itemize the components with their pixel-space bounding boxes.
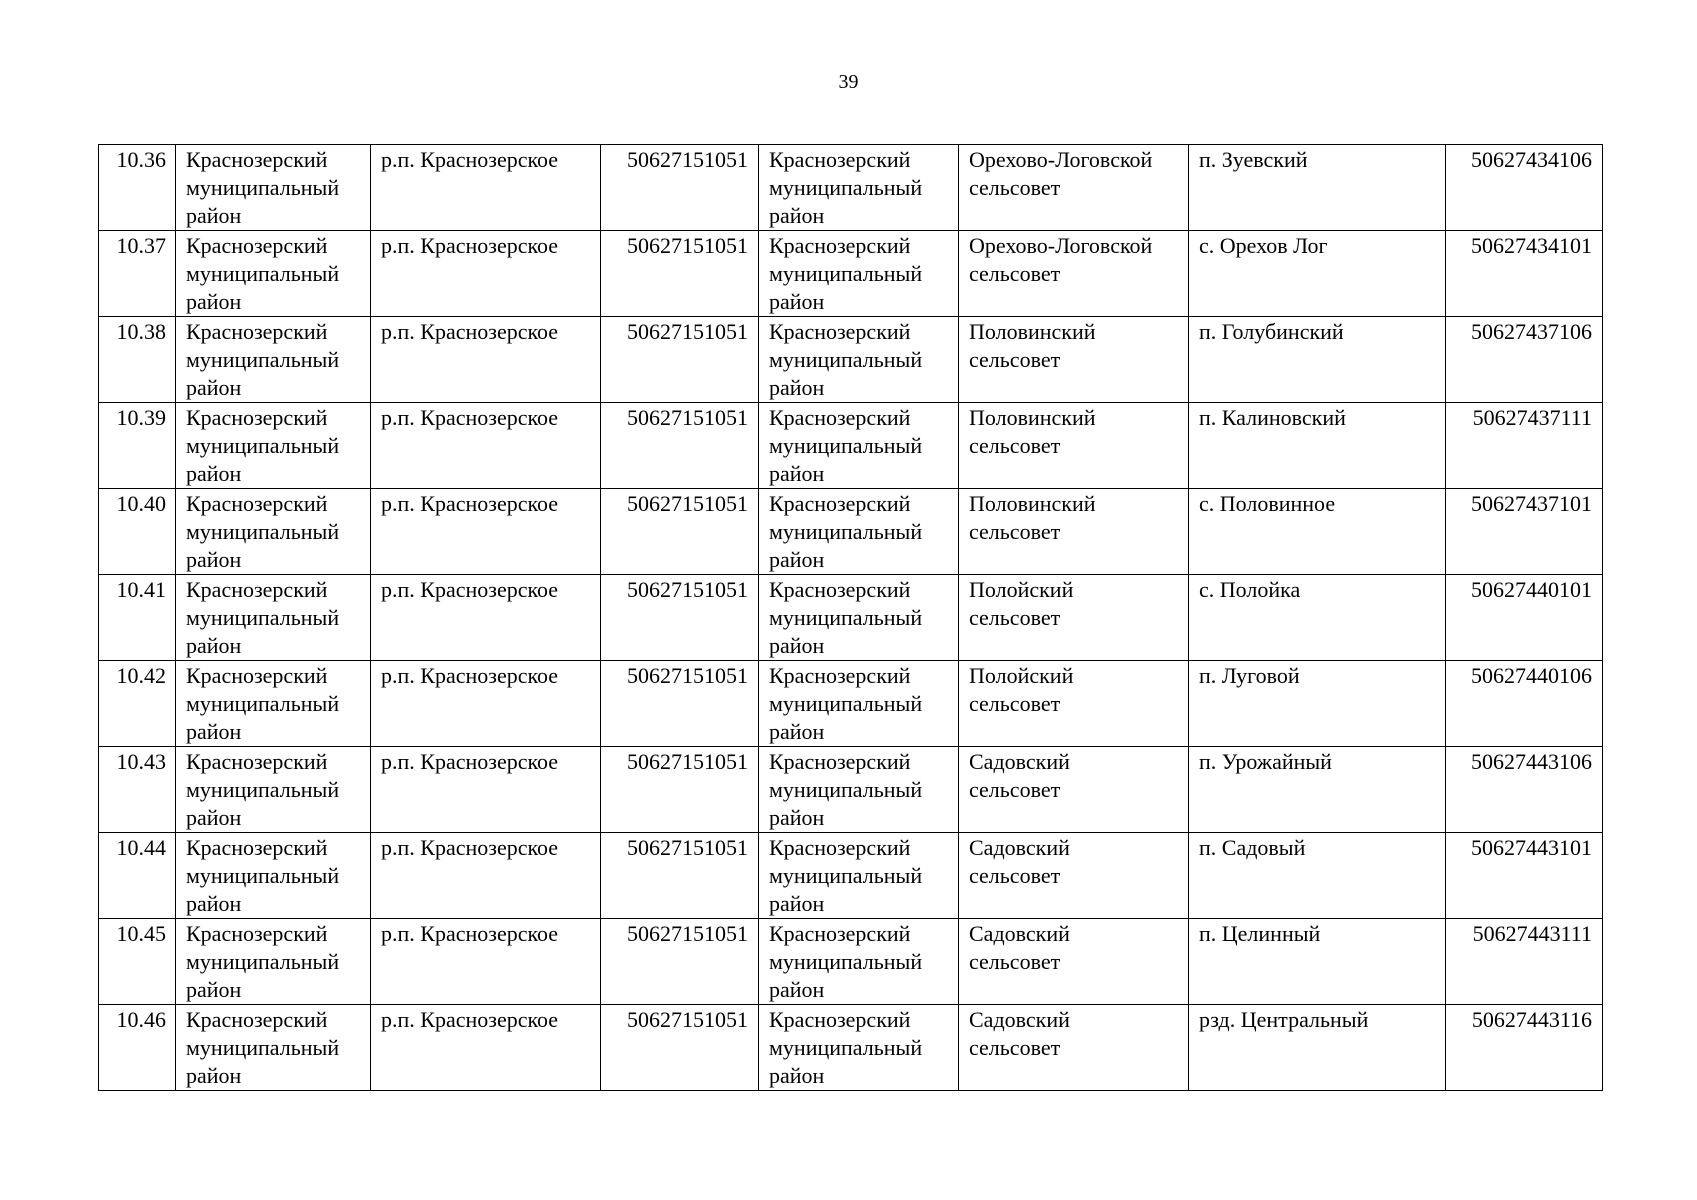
village-council-cell: Полойский сельсовет	[959, 575, 1189, 661]
table-row	[99, 1005, 1603, 1091]
table-row	[99, 317, 1603, 403]
village-council-cell: Садовский сельсовет	[959, 747, 1189, 833]
row-number-cell: 10.46	[99, 1005, 176, 1091]
village-council-cell: Половинский сельсовет	[959, 403, 1189, 489]
center-code-cell: 50627151051	[601, 575, 759, 661]
administrative-center-cell: р.п. Краснозерское	[371, 575, 601, 661]
table-row	[99, 833, 1603, 919]
settlement-code-cell: 50627440101	[1446, 575, 1603, 661]
center-code-cell: 50627151051	[601, 833, 759, 919]
village-council-cell: Половинский сельсовет	[959, 489, 1189, 575]
settlement-code-cell: 50627434101	[1446, 231, 1603, 317]
settlement-code-cell: 50627443116	[1446, 1005, 1603, 1091]
settlement-cell: п. Урожайный	[1189, 747, 1446, 833]
table-row	[99, 403, 1603, 489]
row-number-cell: 10.37	[99, 231, 176, 317]
administrative-center-cell: р.п. Краснозерское	[371, 747, 601, 833]
settlement-cell: с. Орехов Лог	[1189, 231, 1446, 317]
settlement-code-cell: 50627440106	[1446, 661, 1603, 747]
settlement-cell: п. Зуевский	[1189, 145, 1446, 231]
district-cell: Краснозерский муниципальный район	[759, 145, 959, 231]
municipal-district-cell: Краснозерский муниципальный район	[176, 833, 371, 919]
settlement-cell: с. Полойка	[1189, 575, 1446, 661]
center-code-cell: 50627151051	[601, 1005, 759, 1091]
table-row	[99, 489, 1603, 575]
village-council-cell: Полойский сельсовет	[959, 661, 1189, 747]
administrative-center-cell: р.п. Краснозерское	[371, 317, 601, 403]
district-cell: Краснозерский муниципальный район	[759, 489, 959, 575]
page-number: 39	[838, 71, 859, 93]
district-cell: Краснозерский муниципальный район	[759, 403, 959, 489]
row-number-cell: 10.41	[99, 575, 176, 661]
administrative-center-cell: р.п. Краснозерское	[371, 833, 601, 919]
center-code-cell: 50627151051	[601, 489, 759, 575]
row-number-cell: 10.45	[99, 919, 176, 1005]
district-cell: Краснозерский муниципальный район	[759, 231, 959, 317]
district-cell: Краснозерский муниципальный район	[759, 747, 959, 833]
settlement-cell: п. Садовый	[1189, 833, 1446, 919]
administrative-center-cell: р.п. Краснозерское	[371, 231, 601, 317]
administrative-center-cell: р.п. Краснозерское	[371, 919, 601, 1005]
row-number-cell: 10.40	[99, 489, 176, 575]
settlement-code-cell: 50627437101	[1446, 489, 1603, 575]
settlement-cell: рзд. Центральный	[1189, 1005, 1446, 1091]
district-cell: Краснозерский муниципальный район	[759, 575, 959, 661]
settlement-code-cell: 50627443111	[1446, 919, 1603, 1005]
district-cell: Краснозерский муниципальный район	[759, 833, 959, 919]
municipal-district-cell: Краснозерский муниципальный район	[176, 661, 371, 747]
center-code-cell: 50627151051	[601, 661, 759, 747]
district-cell: Краснозерский муниципальный район	[759, 661, 959, 747]
village-council-cell: Садовский сельсовет	[959, 919, 1189, 1005]
administrative-center-cell: р.п. Краснозерское	[371, 489, 601, 575]
center-code-cell: 50627151051	[601, 145, 759, 231]
village-council-cell: Половинский сельсовет	[959, 317, 1189, 403]
municipal-district-cell: Краснозерский муниципальный район	[176, 575, 371, 661]
row-number-cell: 10.36	[99, 145, 176, 231]
municipal-district-cell: Краснозерский муниципальный район	[176, 489, 371, 575]
administrative-center-cell: р.п. Краснозерское	[371, 403, 601, 489]
district-cell: Краснозерский муниципальный район	[759, 317, 959, 403]
row-number-cell: 10.42	[99, 661, 176, 747]
settlement-cell: п. Калиновский	[1189, 403, 1446, 489]
district-cell: Краснозерский муниципальный район	[759, 919, 959, 1005]
center-code-cell: 50627151051	[601, 231, 759, 317]
settlement-code-cell: 50627434106	[1446, 145, 1603, 231]
village-council-cell: Орехово-Логовской сельсовет	[959, 145, 1189, 231]
center-code-cell: 50627151051	[601, 403, 759, 489]
row-number-cell: 10.38	[99, 317, 176, 403]
settlement-cell: с. Половинное	[1189, 489, 1446, 575]
settlement-cell: п. Целинный	[1189, 919, 1446, 1005]
table-row	[99, 575, 1603, 661]
row-number-cell: 10.44	[99, 833, 176, 919]
table-row	[99, 747, 1603, 833]
municipal-district-cell: Краснозерский муниципальный район	[176, 919, 371, 1005]
administrative-center-cell: р.п. Краснозерское	[371, 1005, 601, 1091]
center-code-cell: 50627151051	[601, 919, 759, 1005]
center-code-cell: 50627151051	[601, 747, 759, 833]
village-council-cell: Орехово-Логовской сельсовет	[959, 231, 1189, 317]
village-council-cell: Садовский сельсовет	[959, 1005, 1189, 1091]
municipal-district-cell: Краснозерский муниципальный район	[176, 403, 371, 489]
village-council-cell: Садовский сельсовет	[959, 833, 1189, 919]
row-number-cell: 10.43	[99, 747, 176, 833]
settlements-table	[98, 144, 1603, 1091]
settlement-cell: п. Луговой	[1189, 661, 1446, 747]
table-row	[99, 661, 1603, 747]
settlement-code-cell: 50627437111	[1446, 403, 1603, 489]
municipal-district-cell: Краснозерский муниципальный район	[176, 317, 371, 403]
table-row	[99, 145, 1603, 231]
district-cell: Краснозерский муниципальный район	[759, 1005, 959, 1091]
center-code-cell: 50627151051	[601, 317, 759, 403]
settlement-cell: п. Голубинский	[1189, 317, 1446, 403]
table-row	[99, 919, 1603, 1005]
municipal-district-cell: Краснозерский муниципальный район	[176, 231, 371, 317]
municipal-district-cell: Краснозерский муниципальный район	[176, 145, 371, 231]
settlement-code-cell: 50627443101	[1446, 833, 1603, 919]
row-number-cell: 10.39	[99, 403, 176, 489]
settlement-code-cell: 50627443106	[1446, 747, 1603, 833]
settlements-table-body	[99, 145, 1603, 1091]
municipal-district-cell: Краснозерский муниципальный район	[176, 747, 371, 833]
administrative-center-cell: р.п. Краснозерское	[371, 145, 601, 231]
administrative-center-cell: р.п. Краснозерское	[371, 661, 601, 747]
settlement-code-cell: 50627437106	[1446, 317, 1603, 403]
municipal-district-cell: Краснозерский муниципальный район	[176, 1005, 371, 1091]
table-row	[99, 231, 1603, 317]
